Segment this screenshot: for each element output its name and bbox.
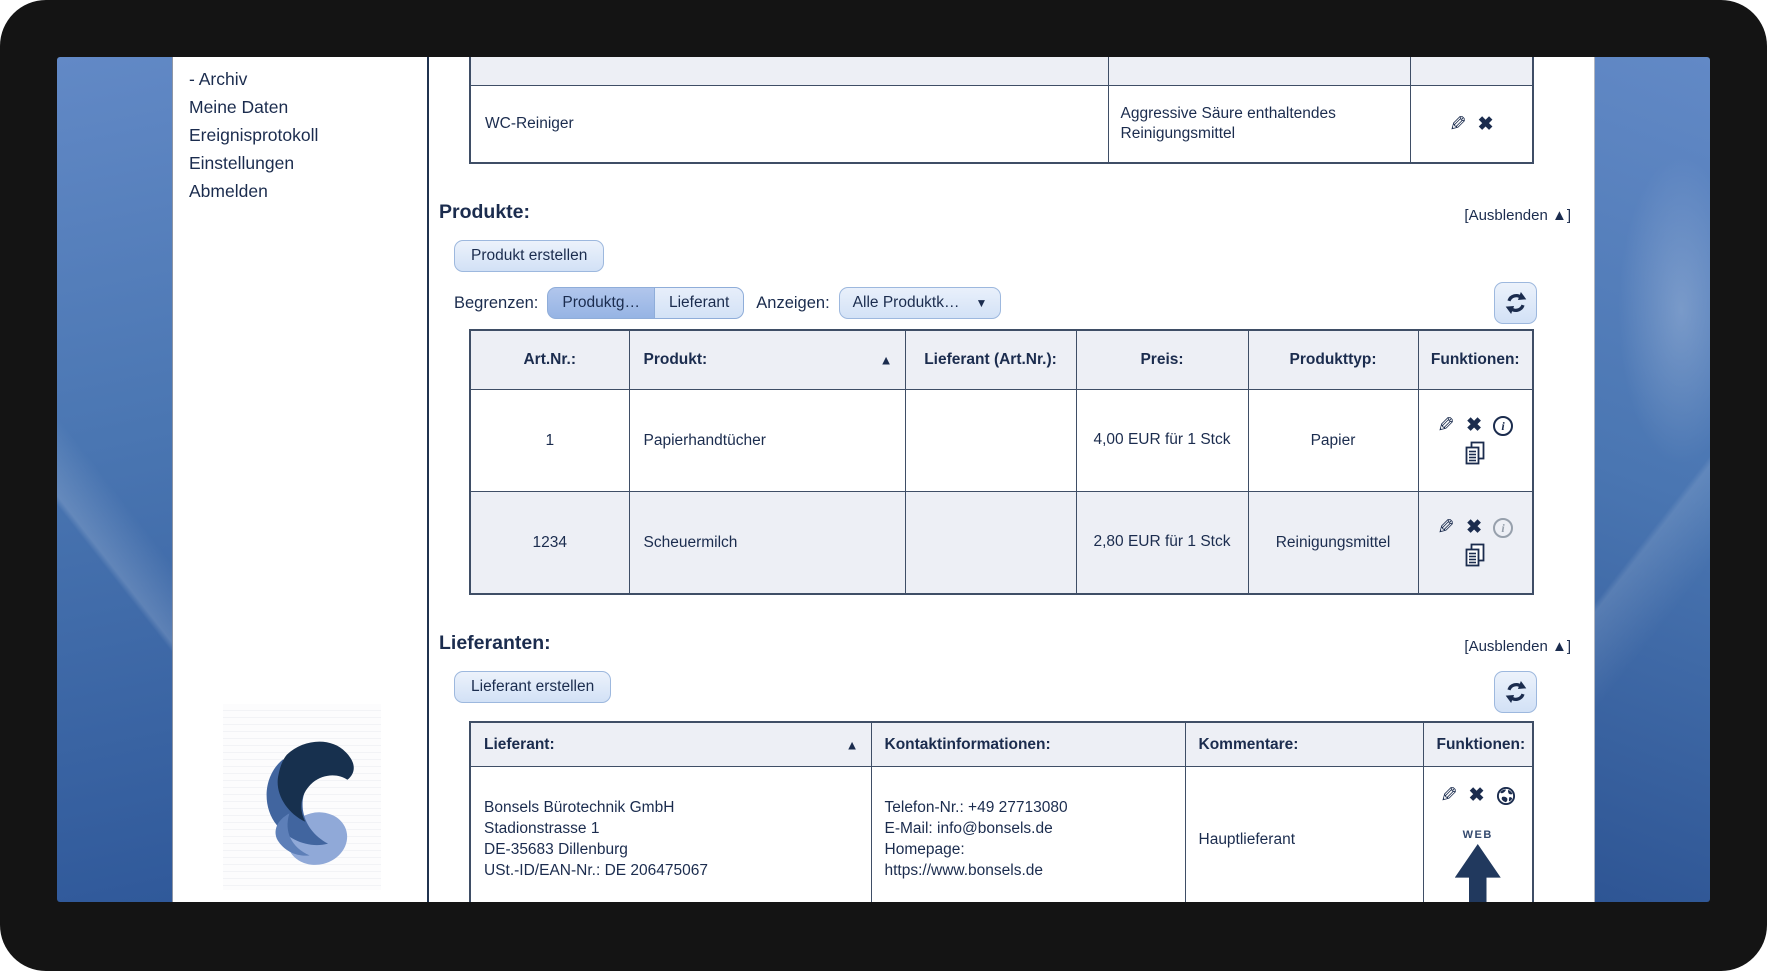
edit-icon[interactable]: ✎ [1437,516,1456,539]
delete-icon[interactable]: ✖ [1466,415,1483,436]
create-product-button[interactable]: Produkt erstellen [454,240,604,272]
supplier-vat-id: USt.-ID/EAN-Nr.: DE 206475067 [484,861,708,879]
cell-funktionen [1418,390,1533,492]
web-pointer-annotation [1455,829,1501,902]
limit-segment [547,287,744,319]
produkte-table [469,329,1534,595]
col-lieferant-label: Lieferant: [484,735,555,753]
col-produkt-label: Produkt: [643,351,708,368]
supplier-name: Bonsels Bürotechnik GmbH [484,799,675,817]
sort-asc-icon[interactable]: ▲ [879,352,893,368]
cell-art-nr: 1 [470,390,629,492]
supplier-email: E-Mail: info@bonsels.de [884,820,1053,838]
cell-lieferant [470,767,871,903]
col-kommentare: Kommentare: [1185,722,1423,767]
produkte-section-header [439,201,1571,224]
info-icon-disabled: i [1493,518,1513,538]
chevron-down-icon: ▼ [975,296,988,310]
app-window [172,57,1595,902]
sidebar-item-meine-daten[interactable]: Meine Daten [189,97,289,117]
product-type-description: Aggressive Säure enthaltendes Reinigungsmittel [1108,86,1410,164]
functions-cell [1410,86,1533,164]
lieferanten-hide-link[interactable]: [Ausblenden ▲] [1464,638,1571,655]
sidebar-item-ereignisprotokoll[interactable]: Ereignisprotokoll [189,125,319,145]
col-art-nr: Art.Nr.: [470,330,629,390]
cell-funktionen [1418,492,1533,595]
cell-produkttyp: Reinigungsmittel [1248,492,1418,595]
filter-lieferant-button[interactable]: Lieferant [655,287,744,319]
copy-icon[interactable] [1464,543,1486,568]
anzeigen-label: Anzeigen: [756,293,830,312]
edit-icon[interactable]: ✎ [1439,784,1458,807]
cell-produkttyp: Papier [1248,390,1418,492]
produkte-refresh-button[interactable] [1494,282,1537,324]
produkte-toolbar [454,240,1594,272]
sidebar-item-einstellungen[interactable]: Einstellungen [189,153,295,173]
cell-kommentar: Hauptlieferant [1185,767,1423,903]
delete-icon[interactable]: ✖ [1468,785,1485,806]
sidebar-item-abmelden[interactable]: Abmelden [189,181,268,201]
lieferanten-heading: Lieferanten: [439,632,551,654]
desktop [57,57,1710,902]
info-icon[interactable]: i [1493,416,1513,436]
cell-lieferant-artnr [905,492,1076,595]
produkte-hide-link[interactable]: [Ausblenden ▲] [1464,207,1571,224]
globe-icon[interactable] [1496,786,1516,806]
copy-icon[interactable] [1464,441,1486,466]
cell-funktionen [1423,767,1533,903]
sidebar [173,57,429,902]
filter-produktgruppe-button[interactable]: Produktg… [547,287,655,319]
sidebar-nav [173,57,427,206]
col-kontakt: Kontaktinformationen: [871,722,1185,767]
main-content [429,57,1594,902]
supplier-street: Stadionstrasse 1 [484,820,600,838]
web-label: WEB [1462,829,1493,841]
produkte-table-header-row [470,330,1533,390]
col-funktionen: Funktionen: [1418,330,1533,390]
lieferanten-table [469,721,1534,902]
dropdown-value: Alle Produktk… [852,294,960,311]
product-category-dropdown[interactable] [839,287,1002,319]
cell-art-nr: 1234 [470,492,629,595]
refresh-icon [1503,290,1529,316]
produkte-heading: Produkte: [439,201,531,223]
supplier-city: DE-35683 Dillenburg [484,841,628,858]
produkte-filter-row [454,282,1537,324]
product-row-scheuermilch [470,492,1533,595]
delete-icon[interactable]: ✖ [1477,113,1494,135]
lieferanten-section-header [439,632,1571,655]
cell-kontakt [871,767,1185,903]
top-table [469,57,1534,164]
wave-logo-icon [239,726,365,884]
edit-icon[interactable]: ✎ [1437,414,1456,437]
lieferanten-table-header-row [470,722,1533,767]
sidebar-item-archiv[interactable]: - Archiv [189,69,248,89]
supplier-phone: Telefon-Nr.: +49 27713080 [884,799,1068,817]
col-funktionen: Funktionen: [1423,722,1533,767]
cell-produkt: Scheuermilch [629,492,905,595]
col-lieferant-artnr: Lieferant (Art.Nr.): [905,330,1076,390]
col-lieferant[interactable] [470,722,871,767]
lieferanten-refresh-button[interactable] [1494,671,1537,713]
arrow-up-icon [1455,844,1501,902]
cell-produkt: Papierhandtücher [629,390,905,492]
refresh-icon [1503,679,1529,705]
desktop-background-left [57,57,172,902]
create-supplier-button[interactable]: Lieferant erstellen [454,671,611,703]
table-row-wc-reiniger [470,86,1533,164]
sort-asc-icon[interactable]: ▲ [845,737,859,752]
supplier-row-bonsels [470,767,1533,903]
col-produkt[interactable] [629,330,905,390]
supplier-homepage-url: https://www.bonsels.de [884,861,1044,879]
cell-lieferant-artnr [905,390,1076,492]
edit-icon[interactable]: ✎ [1448,112,1467,136]
lieferanten-toolbar [454,671,1537,713]
cell-preis: 4,00 EUR für 1 Stck [1076,390,1248,492]
delete-icon[interactable]: ✖ [1466,517,1483,538]
col-preis: Preis: [1076,330,1248,390]
app-logo [223,704,381,890]
desktop-background-right [1595,57,1710,902]
begrenzen-label: Begrenzen: [454,293,539,312]
table-row-partial [470,57,1533,86]
product-type-name: WC-Reiniger [470,86,1108,164]
cell-preis: 2,80 EUR für 1 Stck [1076,492,1248,595]
col-produkttyp: Produkttyp: [1248,330,1418,390]
product-row-papierhandtuecher [470,390,1533,492]
supplier-homepage-label: Homepage: [884,841,965,858]
